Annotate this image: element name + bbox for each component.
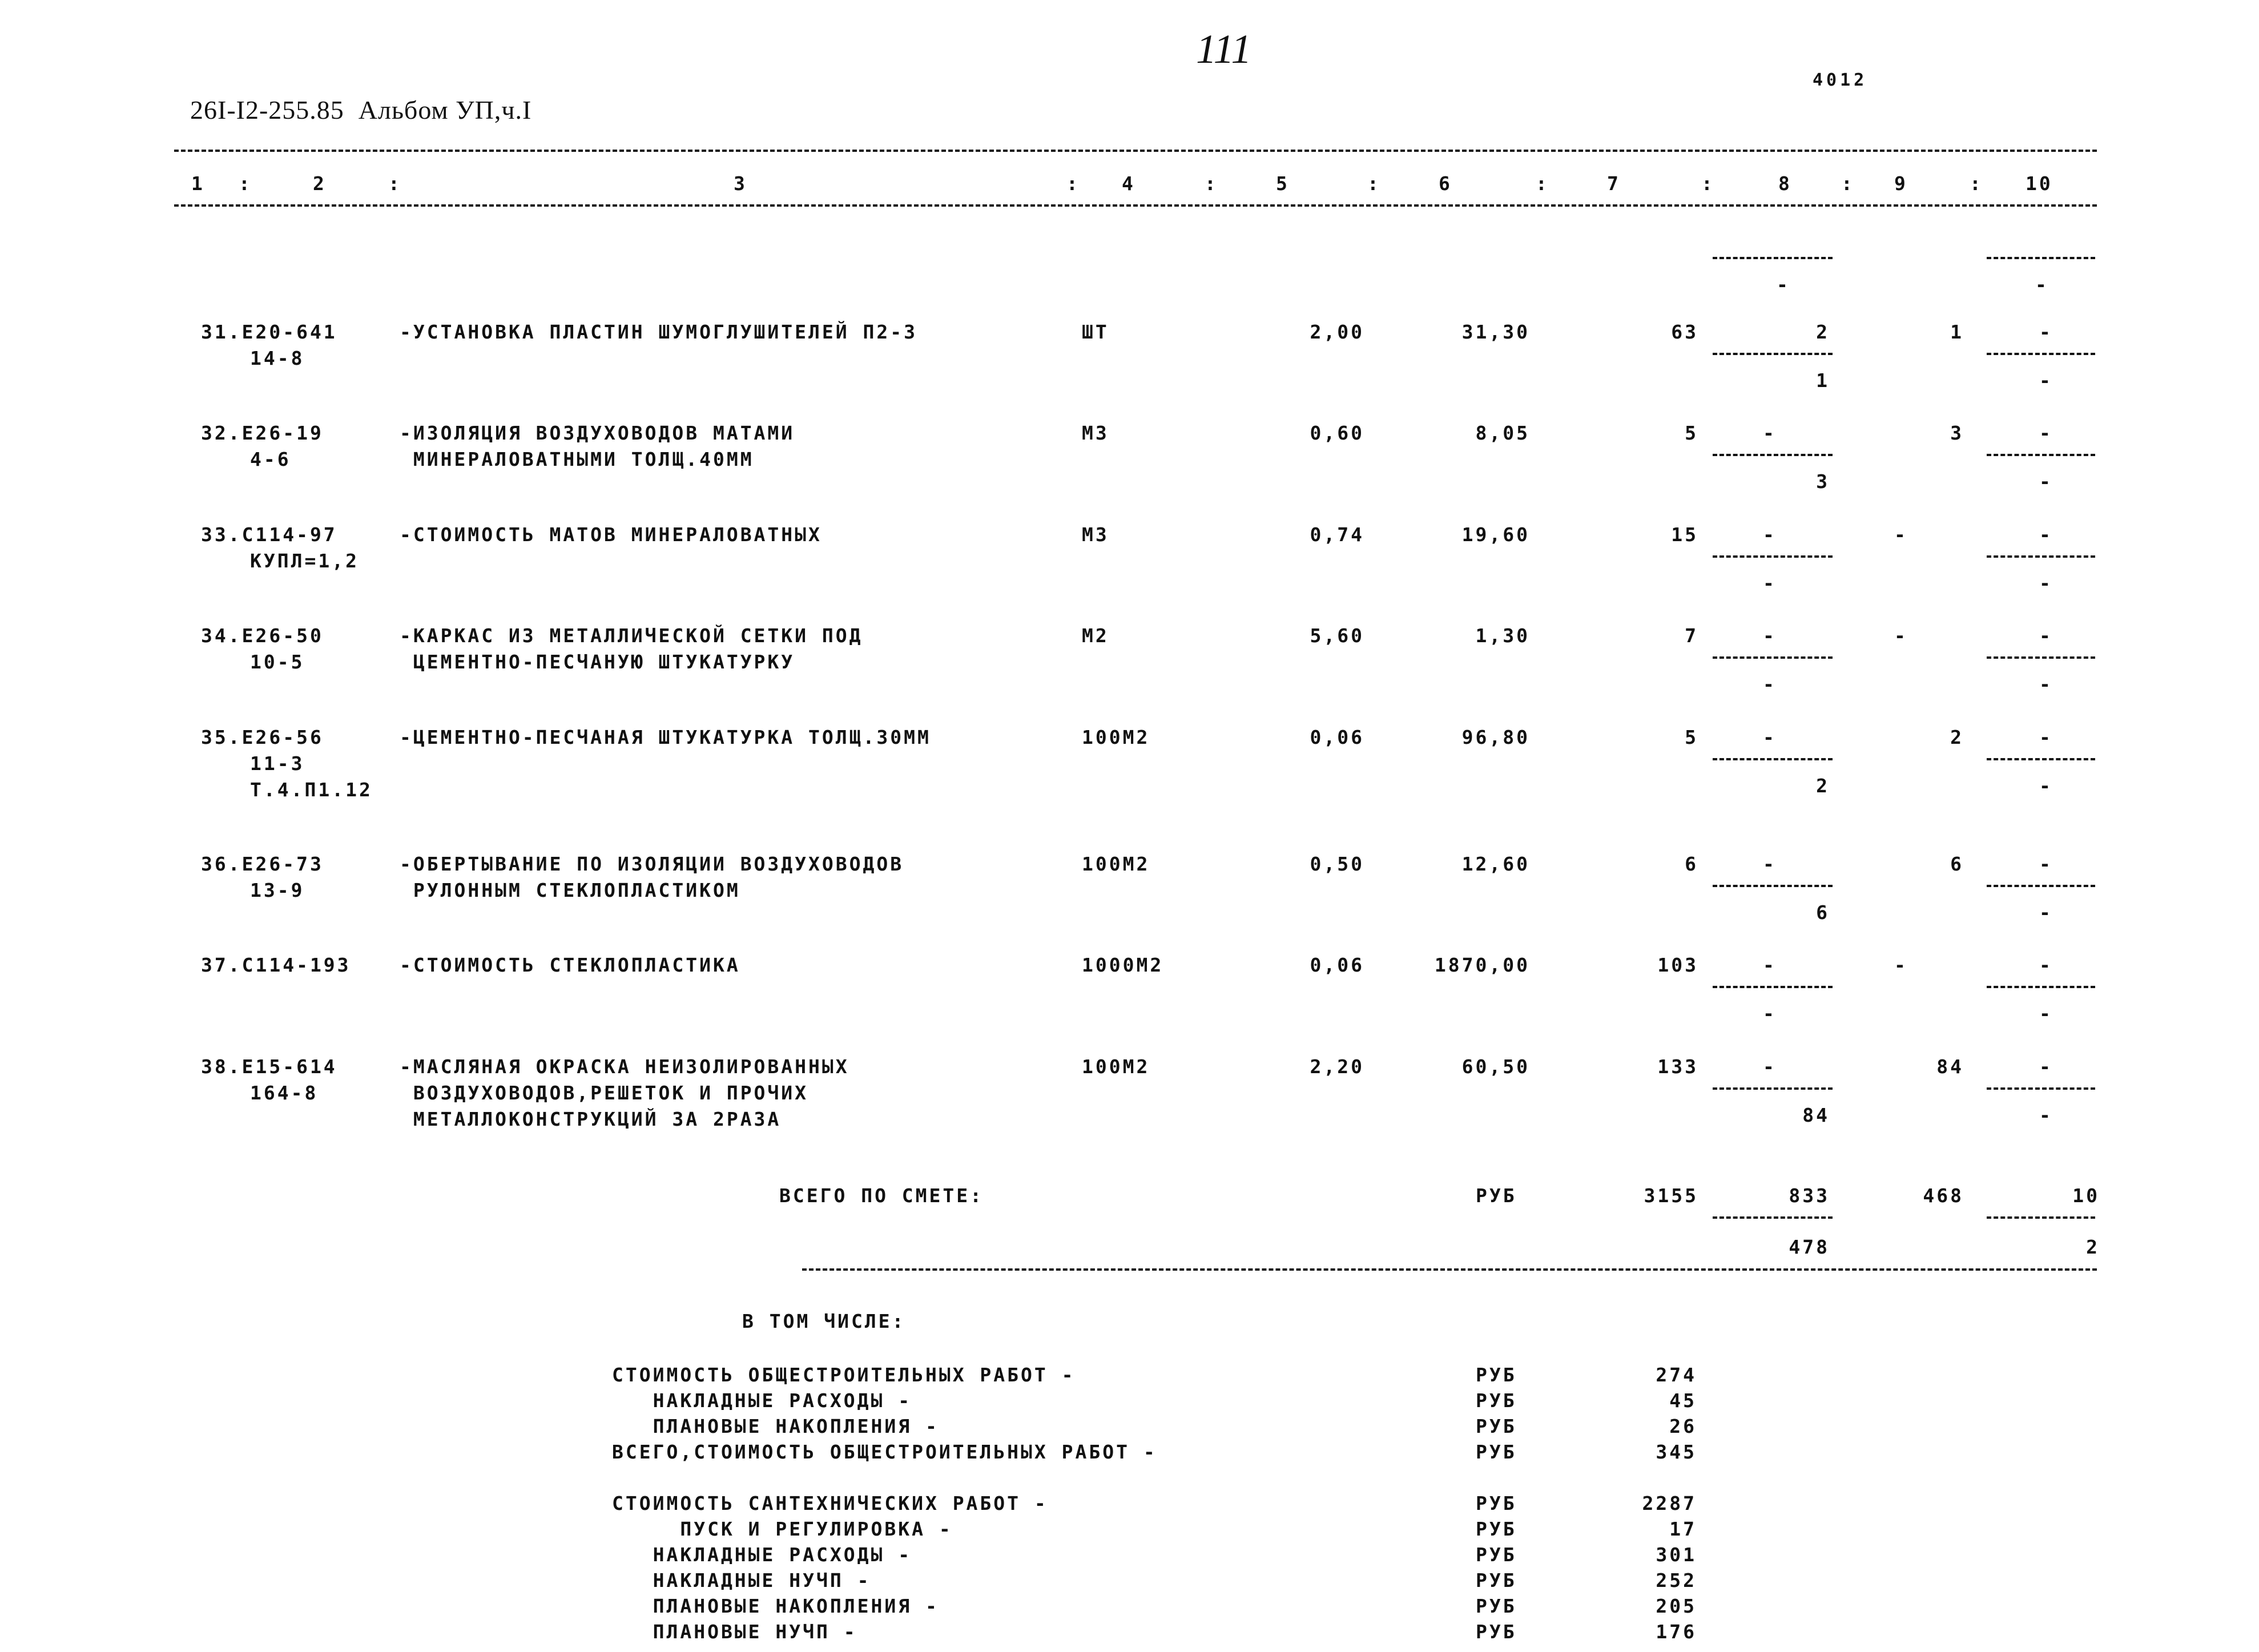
carry-c8-bottom: - xyxy=(1777,273,1790,296)
row-unit: М2 xyxy=(1082,624,1109,647)
row-c9: - xyxy=(1894,523,1908,546)
row-c10-bottom: - xyxy=(2039,572,2053,594)
breakdown-label: НАКЛАДНЫЕ РАСХОДЫ - xyxy=(612,1389,912,1412)
row-total: 5 xyxy=(1685,726,1698,748)
grand-total-value: 3155 xyxy=(1644,1184,1698,1207)
grand-total-unit: РУБ xyxy=(1476,1184,1517,1207)
row-subcode: 14-8 xyxy=(250,347,305,369)
row-description: -ЦЕМЕНТНО-ПЕСЧАНАЯ ШТУКАТУРКА ТОЛЩ.30ММ xyxy=(400,726,931,748)
header-col-9: 9 xyxy=(1894,172,1908,195)
row-description: -ИЗОЛЯЦИЯ ВОЗДУХОВОДОВ МАТАМИ xyxy=(400,422,795,444)
row-c8-bottom: 84 xyxy=(1802,1104,1830,1126)
breakdown-label: СТОИМОСТЬ САНТЕХНИЧЕСКИХ РАБОТ - xyxy=(612,1492,1048,1514)
row-unit-price: 12,60 xyxy=(1461,853,1530,875)
breakdown-label: ВСЕГО,СТОИМОСТЬ ОБЩЕСТРОИТЕЛЬНЫХ РАБОТ - xyxy=(612,1441,1157,1463)
row-c10-top: - xyxy=(2039,1055,2053,1078)
row-c8-top: - xyxy=(1763,726,1777,748)
row-code: 32.Е26-19 xyxy=(201,422,324,444)
row-unit-price: 31,30 xyxy=(1461,321,1530,343)
row-c8-top: 2 xyxy=(1816,321,1830,343)
row-code: 33.С114-97 xyxy=(201,523,337,546)
breakdown-label: ПЛАНОВЫЕ НАКОПЛЕНИЯ - xyxy=(612,1415,939,1437)
row-c10-bottom: - xyxy=(2039,901,2053,924)
row-total: 63 xyxy=(1671,321,1698,343)
header-col-1: 1 xyxy=(191,172,205,195)
grand-total-c10-rule xyxy=(1987,1216,2095,1219)
breakdown-value: 176 xyxy=(1656,1621,1697,1643)
breakdown-unit: РУБ xyxy=(1476,1492,1517,1514)
breakdown-value: 17 xyxy=(1669,1518,1697,1540)
row-subcode: Т.4.П1.12 xyxy=(250,779,373,801)
row-subcode: 13-9 xyxy=(250,879,305,901)
row-c10-rule xyxy=(1987,758,2095,760)
row-code: 34.Е26-50 xyxy=(201,624,324,647)
header-separator: : xyxy=(1970,172,1983,195)
row-c10-rule xyxy=(1987,1087,2095,1090)
header-separator: : xyxy=(388,172,402,195)
row-c8-rule xyxy=(1713,986,1833,988)
page-number: 111 xyxy=(1196,26,1252,72)
row-c10-top: - xyxy=(2039,624,2053,647)
breakdown-unit: РУБ xyxy=(1476,1389,1517,1412)
row-quantity: 2,20 xyxy=(1310,1055,1364,1078)
row-unit-price: 60,50 xyxy=(1461,1055,1530,1078)
header-separator: : xyxy=(1205,172,1218,195)
row-c9: 2 xyxy=(1950,726,1964,748)
row-unit: 100М2 xyxy=(1082,726,1150,748)
row-description: -МАСЛЯНАЯ ОКРАСКА НЕИЗОЛИРОВАННЫХ xyxy=(400,1055,849,1078)
row-quantity: 0,06 xyxy=(1310,954,1364,976)
breakdown-unit: РУБ xyxy=(1476,1415,1517,1437)
breakdown-unit: РУБ xyxy=(1476,1595,1517,1617)
row-c8-top: - xyxy=(1763,853,1777,875)
row-total: 6 xyxy=(1685,853,1698,875)
row-c10-bottom: - xyxy=(2039,1104,2053,1126)
row-c10-top: - xyxy=(2039,321,2053,343)
breakdown-label: ПУСК И РЕГУЛИРОВКА - xyxy=(612,1518,953,1540)
breakdown-label: СТОИМОСТЬ ОБЩЕСТРОИТЕЛЬНЫХ РАБОТ - xyxy=(612,1364,1076,1386)
row-c8-top: - xyxy=(1763,523,1777,546)
row-c10-rule xyxy=(1987,986,2095,988)
row-c10-bottom: - xyxy=(2039,470,2053,493)
row-unit: 100М2 xyxy=(1082,1055,1150,1078)
row-c9: - xyxy=(1894,624,1908,647)
row-code: 31.Е20-641 xyxy=(201,321,337,343)
header-col-4: 4 xyxy=(1122,172,1135,195)
breakdown-value: 45 xyxy=(1669,1389,1697,1412)
totals-rule xyxy=(802,1268,2097,1271)
header-col-2: 2 xyxy=(313,172,327,195)
row-total: 5 xyxy=(1685,422,1698,444)
grand-total-c10-top: 10 xyxy=(2072,1184,2100,1207)
header-separator: : xyxy=(1701,172,1715,195)
row-quantity: 0,50 xyxy=(1310,853,1364,875)
row-c8-bottom: 6 xyxy=(1816,901,1830,924)
breakdown-label: ПЛАНОВЫЕ НУЧП - xyxy=(612,1621,857,1643)
carry-c8-rule xyxy=(1713,257,1833,259)
breakdown-value: 301 xyxy=(1656,1544,1697,1566)
breakdown-label: ПЛАНОВЫЕ НАКОПЛЕНИЯ - xyxy=(612,1595,939,1617)
header-top-rule xyxy=(174,150,2097,152)
row-description: ВОЗДУХОВОДОВ,РЕШЕТОК И ПРОЧИХ xyxy=(400,1082,809,1104)
row-c8-top: - xyxy=(1763,1055,1777,1078)
row-c10-bottom: - xyxy=(2039,1002,2053,1025)
row-c10-top: - xyxy=(2039,954,2053,976)
row-unit: 100М2 xyxy=(1082,853,1150,875)
header-col-3: 3 xyxy=(734,172,747,195)
row-c9: 84 xyxy=(1936,1055,1964,1078)
grand-total-c9: 468 xyxy=(1923,1184,1964,1207)
row-code: 38.Е15-614 xyxy=(201,1055,337,1078)
carry-c10-bottom: - xyxy=(2035,273,2049,296)
header-separator: : xyxy=(239,172,252,195)
row-c10-rule xyxy=(1987,656,2095,659)
sheet-number: 4012 xyxy=(1813,70,1868,90)
row-c8-bottom: 1 xyxy=(1816,369,1830,392)
row-c8-top: - xyxy=(1763,954,1777,976)
row-description: -ОБЕРТЫВАНИЕ ПО ИЗОЛЯЦИИ ВОЗДУХОВОДОВ xyxy=(400,853,904,875)
row-quantity: 0,74 xyxy=(1310,523,1364,546)
row-subcode: 11-3 xyxy=(250,752,305,775)
row-c10-rule xyxy=(1987,454,2095,456)
row-description: -СТОИМОСТЬ СТЕКЛОПЛАСТИКА xyxy=(400,954,740,976)
breakdown-value: 252 xyxy=(1656,1569,1697,1591)
row-c8-bottom: - xyxy=(1763,673,1777,695)
row-subcode: 164-8 xyxy=(250,1082,319,1104)
header-separator: : xyxy=(1841,172,1855,195)
row-description: -СТОИМОСТЬ МАТОВ МИНЕРАЛОВАТНЫХ xyxy=(400,523,822,546)
breakdown-unit: РУБ xyxy=(1476,1569,1517,1591)
row-c8-bottom: - xyxy=(1763,572,1777,594)
row-quantity: 5,60 xyxy=(1310,624,1364,647)
row-description: -КАРКАС ИЗ МЕТАЛЛИЧЕСКОЙ СЕТКИ ПОД xyxy=(400,624,863,647)
row-total: 103 xyxy=(1657,954,1698,976)
row-unit: ШТ xyxy=(1082,321,1109,343)
row-quantity: 2,00 xyxy=(1310,321,1364,343)
breakdown-label: НАКЛАДНЫЕ РАСХОДЫ - xyxy=(612,1544,912,1566)
row-code: 37.С114-193 xyxy=(201,954,351,976)
row-unit-price: 96,80 xyxy=(1461,726,1530,748)
row-subcode: 10-5 xyxy=(250,651,305,673)
carry-c10-rule xyxy=(1987,257,2095,259)
header-col-6: 6 xyxy=(1439,172,1452,195)
header-col-5: 5 xyxy=(1276,172,1290,195)
row-unit-price: 8,05 xyxy=(1475,422,1530,444)
row-c10-rule xyxy=(1987,885,2095,887)
row-c9: 3 xyxy=(1950,422,1964,444)
row-c8-top: - xyxy=(1763,624,1777,647)
breakdown-label: НАКЛАДНЫЕ НУЧП - xyxy=(612,1569,871,1591)
row-c9: - xyxy=(1894,954,1908,976)
row-description: ЦЕМЕНТНО-ПЕСЧАНУЮ ШТУКАТУРКУ xyxy=(400,651,795,673)
row-c8-bottom: 2 xyxy=(1816,775,1830,797)
header-bottom-rule xyxy=(174,204,2097,207)
row-c10-top: - xyxy=(2039,726,2053,748)
row-subcode: КУПЛ=1,2 xyxy=(250,550,359,572)
header-col-10: 10 xyxy=(2026,172,2053,195)
header-col-8: 8 xyxy=(1778,172,1792,195)
row-c10-rule xyxy=(1987,555,2095,558)
breakdown-value: 345 xyxy=(1656,1441,1697,1463)
row-c8-bottom: 3 xyxy=(1816,470,1830,493)
row-c9: 6 xyxy=(1950,853,1964,875)
row-unit: М3 xyxy=(1082,422,1109,444)
row-unit-price: 19,60 xyxy=(1461,523,1530,546)
row-c8-top: - xyxy=(1763,422,1777,444)
row-subcode: 4-6 xyxy=(250,448,291,470)
breakdown-unit: РУБ xyxy=(1476,1364,1517,1386)
row-description: РУЛОННЫМ СТЕКЛОПЛАСТИКОМ xyxy=(400,879,740,901)
album-title: 26I-I2-255.85 Альбом УП,ч.I xyxy=(190,95,532,124)
row-c10-top: - xyxy=(2039,853,2053,875)
row-unit-price: 1,30 xyxy=(1475,624,1530,647)
row-code: 36.Е26-73 xyxy=(201,853,324,875)
row-unit-price: 1870,00 xyxy=(1434,954,1530,976)
grand-total-c8-rule xyxy=(1713,1216,1833,1219)
row-total: 7 xyxy=(1685,624,1698,647)
row-total: 133 xyxy=(1657,1055,1698,1078)
row-c8-rule xyxy=(1713,656,1833,659)
row-c8-rule xyxy=(1713,1087,1833,1090)
row-code: 35.Е26-56 xyxy=(201,726,324,748)
breakdown-value: 274 xyxy=(1656,1364,1697,1386)
row-quantity: 0,60 xyxy=(1310,422,1364,444)
row-unit: М3 xyxy=(1082,523,1109,546)
row-c8-rule xyxy=(1713,454,1833,456)
row-c8-rule xyxy=(1713,758,1833,760)
row-description: МЕТАЛЛОКОНСТРУКЦИЙ ЗА 2РАЗА xyxy=(400,1108,782,1130)
row-quantity: 0,06 xyxy=(1310,726,1364,748)
row-c8-rule xyxy=(1713,353,1833,355)
row-c8-rule xyxy=(1713,555,1833,558)
row-c8-bottom: - xyxy=(1763,1002,1777,1025)
breakdown-unit: РУБ xyxy=(1476,1544,1517,1566)
header-col-7: 7 xyxy=(1607,172,1621,195)
breakdown-value: 26 xyxy=(1669,1415,1697,1437)
row-c10-bottom: - xyxy=(2039,369,2053,392)
row-unit: 1000М2 xyxy=(1082,954,1164,976)
grand-total-c8-bottom: 478 xyxy=(1789,1236,1830,1258)
breakdown-unit: РУБ xyxy=(1476,1621,1517,1643)
row-c10-rule xyxy=(1987,353,2095,355)
row-c10-bottom: - xyxy=(2039,673,2053,695)
breakdown-value: 2287 xyxy=(1642,1492,1697,1514)
row-c10-top: - xyxy=(2039,523,2053,546)
header-separator: : xyxy=(1066,172,1080,195)
header-separator: : xyxy=(1367,172,1381,195)
row-c10-bottom: - xyxy=(2039,775,2053,797)
breakdown-unit: РУБ xyxy=(1476,1518,1517,1540)
row-description: -УСТАНОВКА ПЛАСТИН ШУМОГЛУШИТЕЛЕЙ П2-3 xyxy=(400,321,917,343)
row-c9: 1 xyxy=(1950,321,1964,343)
grand-total-label: ВСЕГО ПО СМЕТЕ: xyxy=(779,1184,984,1207)
row-description: МИНЕРАЛОВАТНЫМИ ТОЛЩ.40ММ xyxy=(400,448,754,470)
grand-total-c8-top: 833 xyxy=(1789,1184,1830,1207)
breakdown-value: 205 xyxy=(1656,1595,1697,1617)
breakdown-unit: РУБ xyxy=(1476,1441,1517,1463)
row-total: 15 xyxy=(1671,523,1698,546)
row-c8-rule xyxy=(1713,885,1833,887)
row-c10-top: - xyxy=(2039,422,2053,444)
grand-total-c10-bottom: 2 xyxy=(2086,1236,2100,1258)
including-label: В ТОМ ЧИСЛЕ: xyxy=(742,1310,906,1332)
header-separator: : xyxy=(1536,172,1549,195)
